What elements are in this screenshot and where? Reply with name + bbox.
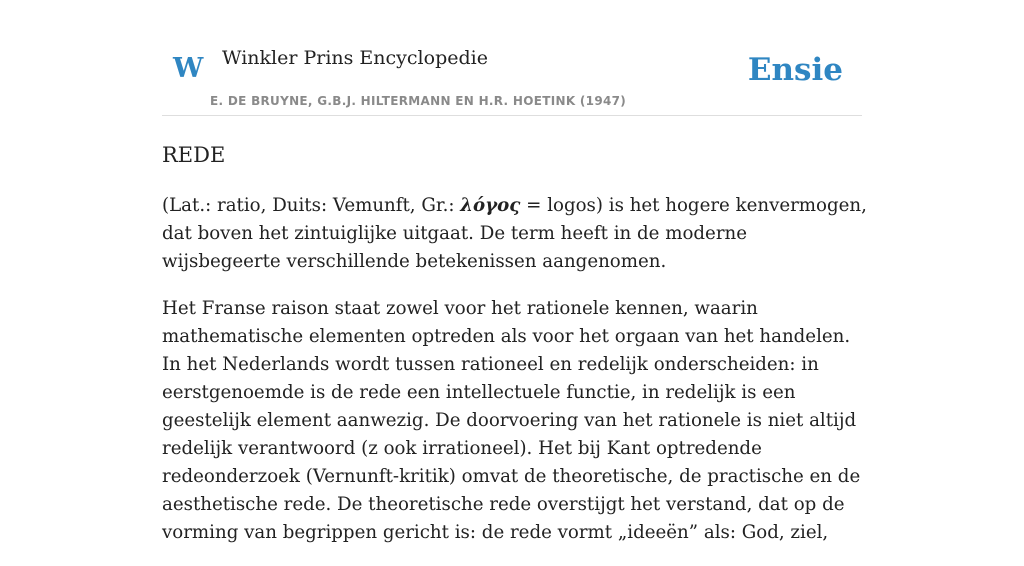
paragraph-1-text-after: = logos) is het hogere kenvermogen, dat boven het zintuiglijke uitgaat. De term heeft in de moderne wijsbegeerte verschillende betekenissen aangenomen. [162,195,867,272]
ensie-logo[interactable]: Ensie [747,52,843,88]
paragraph-2: Het Franse raison staat zowel voor het rationele kennen, waarin mathematische elementen optreden als voor het orgaan van het handelen. In het Nederlands wordt tussen rationeel en redelijk onderscheiden: in eerstgenoemde is de rede een intellectuele functie, in redelijk is een geestelijk element aanwezig. De doorvoering van het rationele is niet altijd redelijk verantwoord (z ook irrationeel). Het bij Kant optredende redeonderzoek (Vernunft-kritik) omvat de theoretische, de practische en de aesthetische rede. De theoretische rede overstijgt het verstand, dat op de vorming van begrippen gericht is: de rede vormt „ideeën” als: God, ziel, [162,298,861,543]
authors-line: E. DE BRUYNE, G.B.J. HILTERMANN EN H.R. HOETINK (1947) [210,94,627,108]
publication-title[interactable]: Winkler Prins Encyclopedie [222,47,488,69]
article-body [162,192,867,566]
paragraph-1-text-before: (Lat.: ratio, Duits: Vemunft, Gr.: [162,195,461,216]
site-header [162,40,862,116]
winkler-prins-logo-icon[interactable]: W [173,53,204,84]
entry-title: REDE [162,143,226,167]
paragraph-1 [162,192,867,276]
greek-term: λόγος [460,195,521,216]
